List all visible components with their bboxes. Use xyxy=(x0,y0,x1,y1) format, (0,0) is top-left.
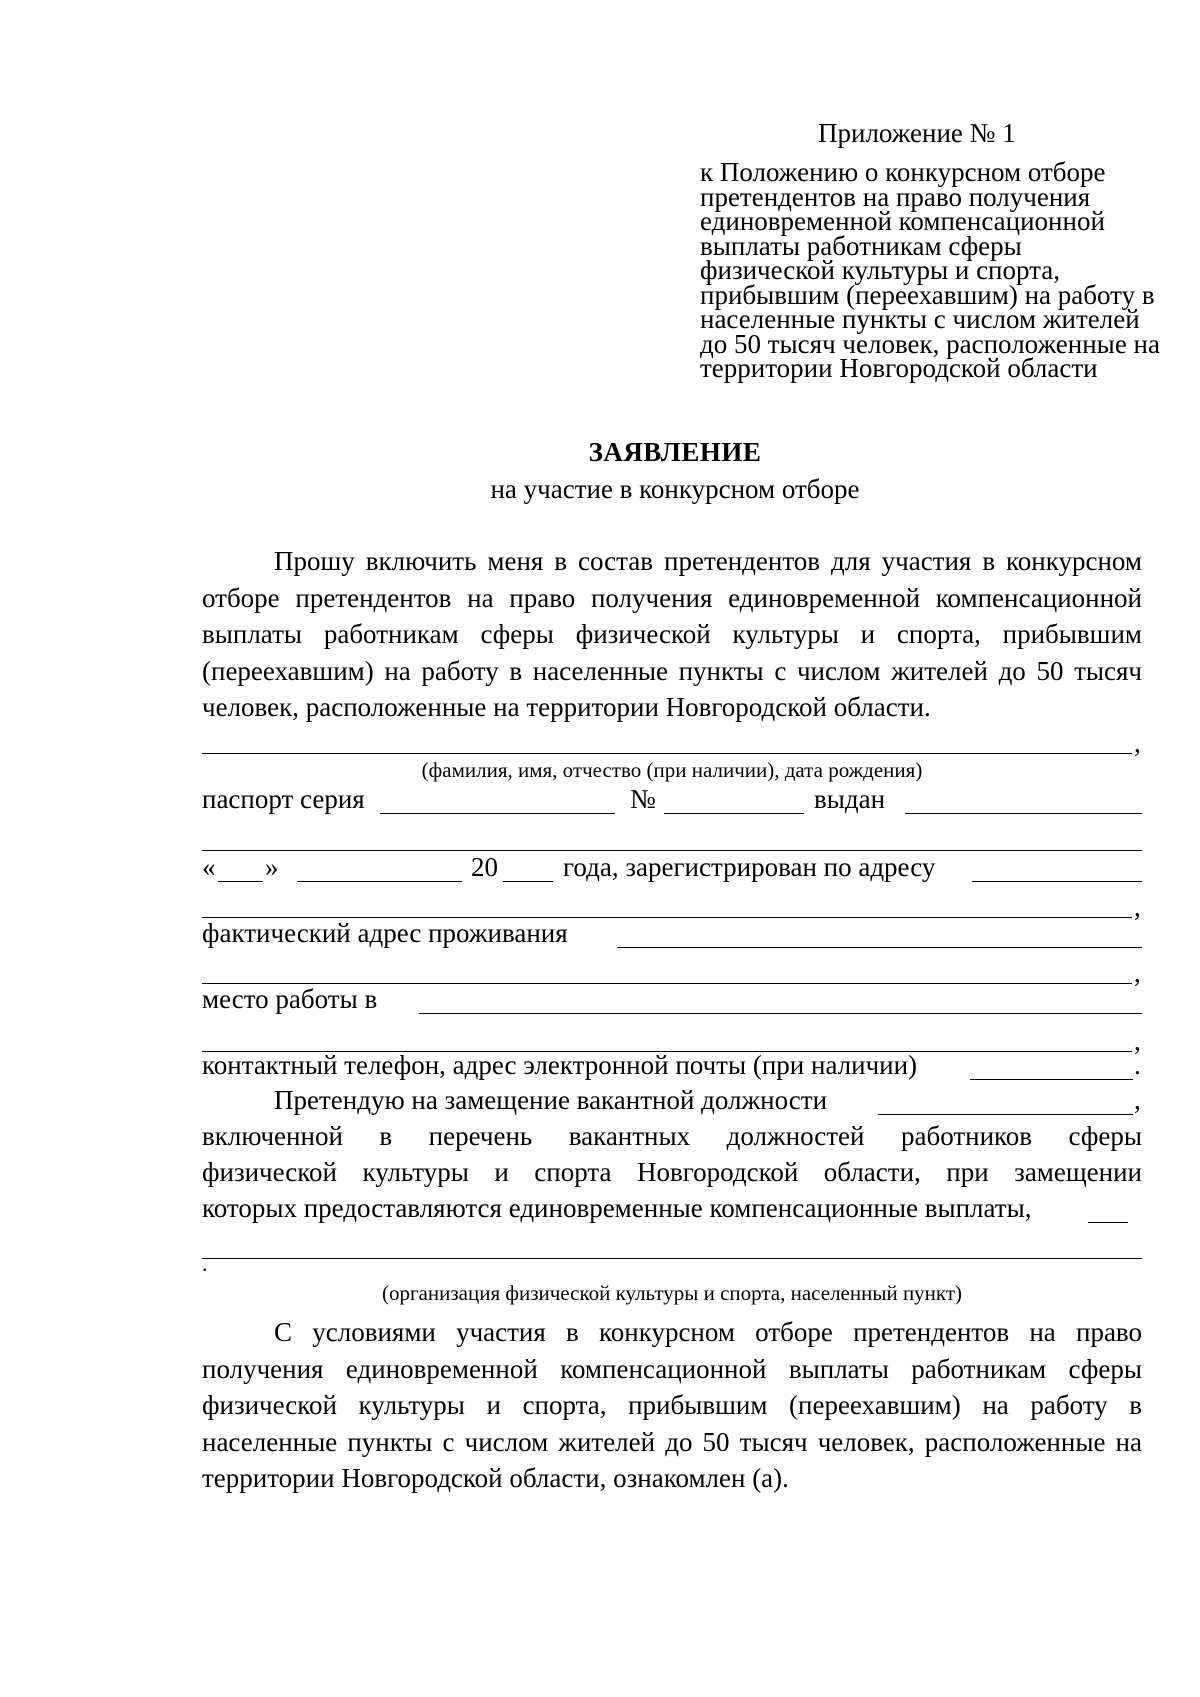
position-text-line-1: включенной в перечень вакантных должностей работников сферы xyxy=(202,1121,1142,1151)
organization-line[interactable] xyxy=(1088,1222,1128,1223)
name-field-line[interactable] xyxy=(202,753,1132,754)
organization-line-2[interactable] xyxy=(202,1258,1142,1259)
issued-by-line-2[interactable] xyxy=(202,850,1142,851)
issued-by-line[interactable] xyxy=(905,813,1142,814)
comma: , xyxy=(1134,728,1141,758)
passport-number-label: № xyxy=(630,784,656,814)
registration-address-line[interactable] xyxy=(972,881,1142,882)
issue-year-line[interactable] xyxy=(503,881,553,882)
registered-label: года, зарегистрирован по адресу xyxy=(563,852,936,882)
century-label: 20 xyxy=(471,852,498,882)
contacts-label: контактный телефон, адрес электронной почты (при наличии) xyxy=(202,1050,918,1080)
passport-series-line[interactable] xyxy=(380,813,615,814)
organization-caption: (организация физической культуры и спорта, населенный пункт) xyxy=(381,1281,963,1305)
passport-number-line[interactable] xyxy=(664,813,804,814)
comma: , xyxy=(1134,1026,1141,1056)
position-text-line-2: физической культуры и спорта Новгородской области, при замещении xyxy=(202,1157,1142,1187)
actual-address-label: фактический адрес проживания xyxy=(202,918,568,948)
workplace-label: место работы в xyxy=(202,984,378,1014)
name-caption: (фамилия, имя, отчество (при наличии), дата рождения) xyxy=(421,758,923,782)
issue-month-line[interactable] xyxy=(297,881,462,882)
document-subtitle: на участие в конкурсном отборе xyxy=(490,474,860,504)
annex-text: к Положению о конкурсном отборе претендентов на право получения единовременной компенсационной выплаты работникам сферы физической культуры и спорта, прибывшим (переехавшим) на работу в населенные пункты с числом жителей до 50 тысяч человек, расположенные на территории Новгородской области xyxy=(700,157,1160,383)
quote-open: « xyxy=(202,852,216,882)
issue-day-line[interactable] xyxy=(218,881,263,882)
document-title: ЗАЯВЛЕНИЕ xyxy=(588,437,762,467)
actual-address-line[interactable] xyxy=(617,947,1142,948)
annex-title: Приложение № 1 xyxy=(818,118,1016,148)
workplace-line[interactable] xyxy=(419,1013,1142,1014)
position-text-line-3: которых предоставляются единовременные компенсационные выплаты, xyxy=(202,1193,1032,1223)
intro-paragraph: Прошу включить меня в состав претендентов для участия в конкурсном отборе претендентов на право получения единовременной компенсационной выплаты работникам сферы физической культуры и спорта, прибывшим (переехавшим) на работу в населенные пункты с числом жителей до 50 тысяч человек, расположенные на территории Новгородской области. xyxy=(202,546,1142,722)
comma: , xyxy=(1134,958,1141,988)
position-label: Претендую на замещение вакантной должности xyxy=(274,1085,828,1115)
comma: , xyxy=(1134,1085,1141,1115)
comma: , xyxy=(1134,892,1141,922)
issued-label: выдан xyxy=(814,784,886,814)
quote-close: » xyxy=(265,852,279,882)
closing-paragraph: С условиями участия в конкурсном отборе претендентов на право получения единовременной компенсационной выплаты работникам сферы физической культуры и спорта, прибывшим (переехавшим) на работу в населенные пункты с числом жителей до 50 тысяч человек, расположенные на территории Новгородской области, ознакомлен (а). xyxy=(202,1317,1142,1493)
position-line[interactable] xyxy=(878,1114,1133,1115)
contacts-line[interactable] xyxy=(970,1079,1133,1080)
passport-series-label: паспорт серия xyxy=(202,784,365,814)
period: . xyxy=(202,1251,208,1276)
period: . xyxy=(1134,1050,1141,1080)
